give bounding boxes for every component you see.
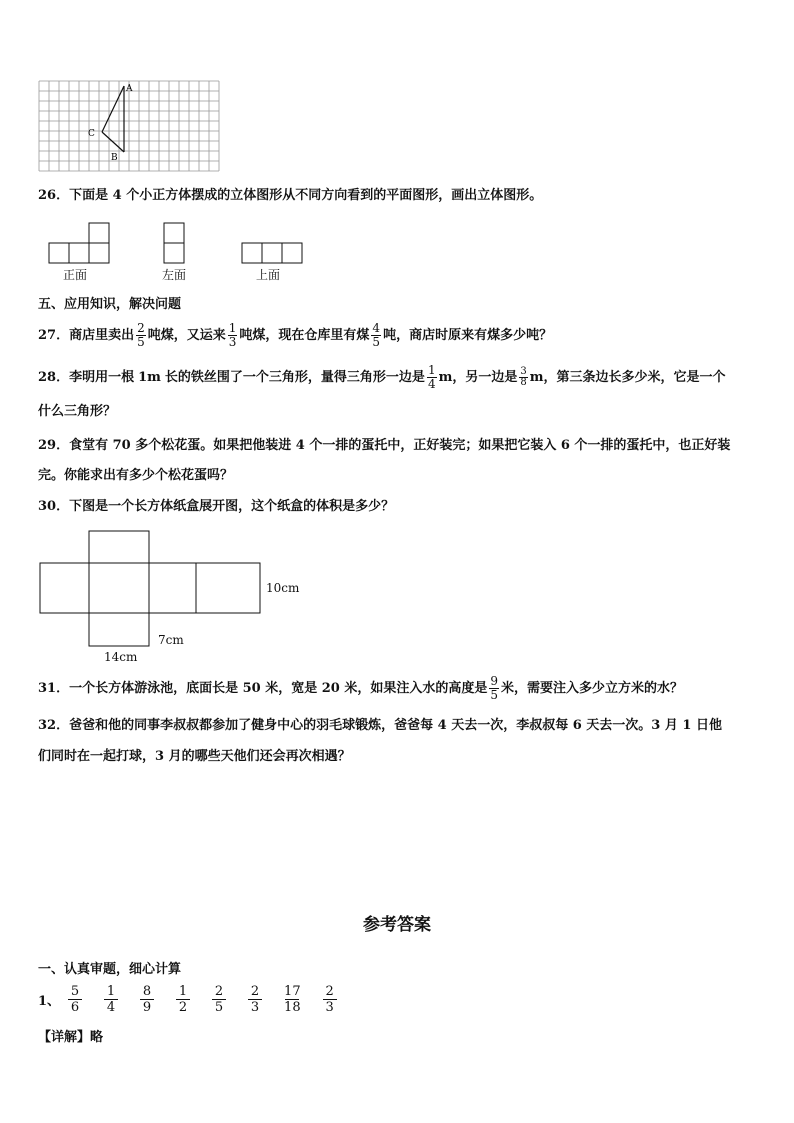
answer-fraction: $\frac{8}{9}$ bbox=[140, 984, 154, 1015]
answer-fraction: $\frac{2}{3}$ bbox=[248, 984, 262, 1015]
front-view-figure bbox=[48, 222, 110, 264]
question-28: 28．李明用一根 1m 长的铁丝围了一个三角形，量得三角形一边是 $\frac{1}{4}$ m，另一边是 $\frac{3}{8}$ m，第三条边长多少米，它是一个 bbox=[38, 363, 726, 391]
answers-section-1-heading: 一、认真审题，细心计算 bbox=[38, 962, 182, 977]
point-label-b: B bbox=[111, 153, 118, 163]
answer-fraction: $\frac{2}{5}$ bbox=[212, 984, 226, 1015]
dimension-height-label: 10cm bbox=[266, 581, 300, 595]
left-view-label: 左面 bbox=[162, 268, 187, 282]
fraction: $\frac{3}{8}$ bbox=[520, 366, 527, 388]
box-net-figure bbox=[39, 530, 261, 648]
dimension-width-label: 7cm bbox=[158, 633, 184, 647]
answer-fraction: $\frac{5}{6}$ bbox=[68, 984, 82, 1015]
question-28-line-2: 什么三角形？ bbox=[38, 404, 117, 419]
question-31: 31．一个长方体游泳池，底面长是 50 米，宽是 20 米，如果注入水的高度是 $\frac{9}{5}$ 米，需要注入多少立方米的水？ bbox=[38, 674, 684, 702]
answer-1-row: 1、 $\frac{5}{6}$ $\frac{1}{4}$ $\frac{8}{9}$ $\frac{1}{2}$ $\frac{2}{5}$ $\frac{2}{3}$ $\frac{17}{18}$ $\frac{2}{3}$ bbox=[38, 984, 337, 1015]
fraction: $\frac{4}{5}$ bbox=[372, 321, 381, 349]
point-label-c: C bbox=[88, 129, 95, 139]
top-view-figure bbox=[241, 242, 303, 264]
question-32: 32．爸爸和他的同事李叔叔都参加了健身中心的羽毛球锻炼，爸爸每 4 天去一次，李叔叔每 6 天去一次。3 月 1 日他 bbox=[38, 718, 722, 733]
fraction: $\frac{1}{3}$ bbox=[228, 321, 237, 349]
point-label-a: A bbox=[126, 84, 133, 94]
section-5-heading: 五、应用知识，解决问题 bbox=[38, 297, 182, 312]
dimension-length-label: 14cm bbox=[104, 650, 138, 664]
answer-fraction: $\frac{1}{2}$ bbox=[176, 984, 190, 1015]
fraction: $\frac{9}{5}$ bbox=[490, 674, 499, 702]
question-26: 26．下面是 4 个小正方体摆成的立体图形从不同方向看到的平面图形，画出立体图形。 bbox=[38, 188, 543, 203]
fraction: $\frac{2}{5}$ bbox=[137, 321, 145, 349]
question-32-line-2: 们同时在一起打球，3 月的哪些天他们还会再次相遇？ bbox=[38, 749, 351, 764]
answers-title: 参考答案 bbox=[363, 915, 431, 935]
fraction: $\frac{1}{4}$ bbox=[427, 363, 436, 391]
question-30: 30．下图是一个长方体纸盒展开图，这个纸盒的体积是多少？ bbox=[38, 499, 395, 514]
question-29: 29．食堂有 70 多个松花蛋。如果把他装进 4 个一排的蛋托中，正好装完；如果把它装入 6 个一排的蛋托中，也正好装 bbox=[38, 438, 731, 453]
front-view-label: 正面 bbox=[63, 268, 88, 282]
answer-fraction-list bbox=[68, 984, 337, 1015]
top-view-label: 上面 bbox=[256, 268, 281, 282]
question-29-line-2: 完。你能求出有多少个松花蛋吗？ bbox=[38, 468, 234, 483]
grid-triangle-figure bbox=[38, 80, 220, 176]
answer-fraction: $\frac{17}{18}$ bbox=[284, 984, 301, 1015]
question-27: 27．商店里卖出 $\frac{2}{5}$ 吨煤，又运来 $\frac{1}{3}$ 吨煤，现在仓库里有煤 $\frac{4}{5}$ 吨，商店时原来有煤多少吨？ bbox=[38, 321, 553, 349]
left-view-figure bbox=[163, 222, 185, 264]
answer-detail: 【详解】略 bbox=[38, 1030, 104, 1045]
answer-fraction: $\frac{1}{4}$ bbox=[104, 984, 118, 1015]
answer-fraction: $\frac{2}{3}$ bbox=[323, 984, 337, 1015]
